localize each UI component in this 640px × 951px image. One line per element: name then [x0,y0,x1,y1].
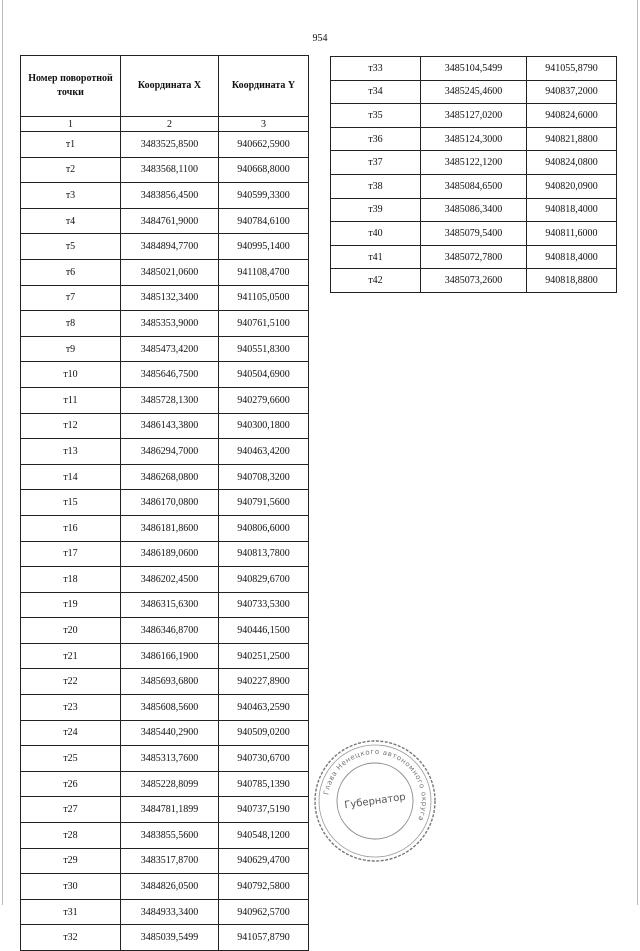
point-cell: т37 [331,151,421,175]
point-cell: т4 [21,208,121,234]
coord-x-cell: 3484826,0500 [121,874,219,900]
coord-x-cell: 3486143,3800 [121,413,219,439]
column-index-3: 3 [219,117,309,132]
coord-y-cell: 940463,2590 [219,695,309,721]
table-row [21,618,309,644]
coord-y-cell: 940820,0900 [527,174,617,198]
table-row [21,669,309,695]
point-cell: т2 [21,157,121,183]
point-cell: т20 [21,618,121,644]
table-header-row [21,56,309,117]
coord-x-cell: 3485132,3400 [121,285,219,311]
point-cell: т39 [331,198,421,222]
coord-x-cell: 3486166,1900 [121,643,219,669]
point-cell: т17 [21,541,121,567]
coord-y-cell: 940251,2500 [219,643,309,669]
point-cell: т41 [331,245,421,269]
coord-x-cell: 3485072,7800 [421,245,527,269]
coord-x-cell: 3485228,8099 [121,771,219,797]
point-cell: т1 [21,132,121,158]
scan-edge-left [2,0,3,905]
coord-x-cell: 3485124,3000 [421,127,527,151]
point-cell: т34 [331,80,421,104]
point-cell: т19 [21,592,121,618]
table-row [21,567,309,593]
coord-y-cell: 941055,8790 [527,57,617,81]
table-row [331,174,617,198]
coord-y-cell: 941057,8790 [219,925,309,951]
table-row [331,222,617,246]
coord-y-cell: 940509,0200 [219,720,309,746]
header-point-number: Номер поворотной точки [21,56,121,117]
header-coordinate-x: Координата X [121,56,219,117]
coord-x-cell: 3485127,0200 [421,104,527,128]
point-cell: т15 [21,490,121,516]
table-row [331,104,617,128]
point-cell: т27 [21,797,121,823]
table-row [21,541,309,567]
coord-y-cell: 940811,6000 [527,222,617,246]
table-row [21,490,309,516]
table-row [331,57,617,81]
coord-y-cell: 940829,6700 [219,567,309,593]
seal-center-text: Губернатор [343,791,407,812]
coord-y-cell: 940708,3200 [219,464,309,490]
coord-x-cell: 3483517,8700 [121,848,219,874]
table-row [21,208,309,234]
table-row [21,695,309,721]
right-table-body [331,57,617,293]
point-cell: т13 [21,439,121,465]
coord-x-cell: 3486268,0800 [121,464,219,490]
coord-y-cell: 940813,7800 [219,541,309,567]
table-row [21,439,309,465]
table-row [21,311,309,337]
point-cell: т23 [21,695,121,721]
point-cell: т24 [21,720,121,746]
table-row [331,269,617,293]
table-row [21,464,309,490]
coord-x-cell: 3485608,5600 [121,695,219,721]
table-row [21,746,309,772]
coord-x-cell: 3486181,8600 [121,515,219,541]
table-row [21,643,309,669]
coord-y-cell: 940279,6600 [219,387,309,413]
header-coordinate-y: Координата Y [219,56,309,117]
left-table-body [21,132,309,951]
table-row [21,592,309,618]
table-row [21,515,309,541]
coord-y-cell: 940446,1500 [219,618,309,644]
table-row [21,362,309,388]
coord-y-cell: 940791,5600 [219,490,309,516]
point-cell: т22 [21,669,121,695]
table-row [21,823,309,849]
governor-seal-stamp [312,738,438,864]
point-cell: т38 [331,174,421,198]
coord-y-cell: 940548,1200 [219,823,309,849]
table-row [21,234,309,260]
coord-y-cell: 940837,2000 [527,80,617,104]
point-cell: т5 [21,234,121,260]
table-row [21,848,309,874]
coord-y-cell: 940785,1390 [219,771,309,797]
coord-y-cell: 940761,5100 [219,311,309,337]
coord-x-cell: 3484781,1899 [121,797,219,823]
point-cell: т31 [21,899,121,925]
point-cell: т30 [21,874,121,900]
point-cell: т11 [21,387,121,413]
coord-x-cell: 3485353,9000 [121,311,219,337]
coord-x-cell: 3485079,5400 [421,222,527,246]
point-cell: т33 [331,57,421,81]
coordinates-table-left [20,55,309,951]
coord-y-cell: 940629,4700 [219,848,309,874]
table-row [21,183,309,209]
table-row [21,797,309,823]
coord-x-cell: 3485021,0600 [121,259,219,285]
table-row [21,899,309,925]
point-cell: т8 [21,311,121,337]
table-row [21,336,309,362]
coord-x-cell: 3485473,4200 [121,336,219,362]
point-cell: т25 [21,746,121,772]
point-cell: т14 [21,464,121,490]
table-row [21,387,309,413]
table-row [21,259,309,285]
coord-y-cell: 941105,0500 [219,285,309,311]
scan-edge-right [637,0,638,905]
table-row [21,413,309,439]
point-cell: т12 [21,413,121,439]
coord-x-cell: 3485073,2600 [421,269,527,293]
table-row [21,285,309,311]
coord-y-cell: 940995,1400 [219,234,309,260]
coord-y-cell: 940599,3300 [219,183,309,209]
coord-y-cell: 940821,8800 [527,127,617,151]
coord-y-cell: 940504,6900 [219,362,309,388]
point-cell: т29 [21,848,121,874]
table-row [331,127,617,151]
point-cell: т10 [21,362,121,388]
point-cell: т3 [21,183,121,209]
coord-y-cell: 940806,6000 [219,515,309,541]
coord-y-cell: 940824,6000 [527,104,617,128]
coord-x-cell: 3485646,7500 [121,362,219,388]
column-index-2: 2 [121,117,219,132]
coord-y-cell: 940662,5900 [219,132,309,158]
coord-x-cell: 3483855,5600 [121,823,219,849]
page-number: 954 [312,33,328,44]
coord-x-cell: 3485440,2900 [121,720,219,746]
column-index-row [21,117,309,132]
coord-y-cell: 940818,4000 [527,245,617,269]
table-row [331,80,617,104]
table-row [21,157,309,183]
point-cell: т21 [21,643,121,669]
coord-x-cell: 3486170,0800 [121,490,219,516]
coord-x-cell: 3486294,7000 [121,439,219,465]
coord-x-cell: 3485313,7600 [121,746,219,772]
coord-y-cell: 940824,0800 [527,151,617,175]
coord-x-cell: 3485104,5499 [421,57,527,81]
point-cell: т9 [21,336,121,362]
coord-x-cell: 3484933,3400 [121,899,219,925]
coord-x-cell: 3485693,6800 [121,669,219,695]
coord-y-cell: 940463,4200 [219,439,309,465]
seal-ring-text: Глава Ненецкого автономного округа [322,747,429,823]
coord-x-cell: 3485086,3400 [421,198,527,222]
coord-x-cell: 3486189,0600 [121,541,219,567]
coord-y-cell: 940300,1800 [219,413,309,439]
table-row [331,151,617,175]
point-cell: т42 [331,269,421,293]
coord-x-cell: 3484894,7700 [121,234,219,260]
coord-x-cell: 3486315,6300 [121,592,219,618]
table-row [21,925,309,951]
coord-x-cell: 3485084,6500 [421,174,527,198]
table-row [21,720,309,746]
coord-y-cell: 941108,4700 [219,259,309,285]
coord-y-cell: 940668,8000 [219,157,309,183]
coord-x-cell: 3483568,1100 [121,157,219,183]
point-cell: т7 [21,285,121,311]
table-row [21,874,309,900]
coord-y-cell: 940730,6700 [219,746,309,772]
point-cell: т26 [21,771,121,797]
table-row [21,771,309,797]
coord-y-cell: 940784,6100 [219,208,309,234]
table-row [331,245,617,269]
coord-x-cell: 3486202,4500 [121,567,219,593]
coordinates-table-right [330,56,617,293]
coord-y-cell: 940818,8800 [527,269,617,293]
point-cell: т40 [331,222,421,246]
coord-x-cell: 3485039,5499 [121,925,219,951]
point-cell: т16 [21,515,121,541]
table-row [331,198,617,222]
table-row [21,132,309,158]
coord-y-cell: 940818,4000 [527,198,617,222]
coord-y-cell: 940733,5300 [219,592,309,618]
coord-x-cell: 3485728,1300 [121,387,219,413]
coord-x-cell: 3485245,4600 [421,80,527,104]
coord-x-cell: 3485122,1200 [421,151,527,175]
coord-y-cell: 940792,5800 [219,874,309,900]
coord-y-cell: 940737,5190 [219,797,309,823]
coord-x-cell: 3484761,9000 [121,208,219,234]
coord-y-cell: 940962,5700 [219,899,309,925]
coord-y-cell: 940227,8900 [219,669,309,695]
coord-y-cell: 940551,8300 [219,336,309,362]
point-cell: т36 [331,127,421,151]
point-cell: т32 [21,925,121,951]
point-cell: т28 [21,823,121,849]
column-index-1: 1 [21,117,121,132]
point-cell: т35 [331,104,421,128]
coord-x-cell: 3483856,4500 [121,183,219,209]
coord-x-cell: 3483525,8500 [121,132,219,158]
point-cell: т6 [21,259,121,285]
point-cell: т18 [21,567,121,593]
coord-x-cell: 3486346,8700 [121,618,219,644]
